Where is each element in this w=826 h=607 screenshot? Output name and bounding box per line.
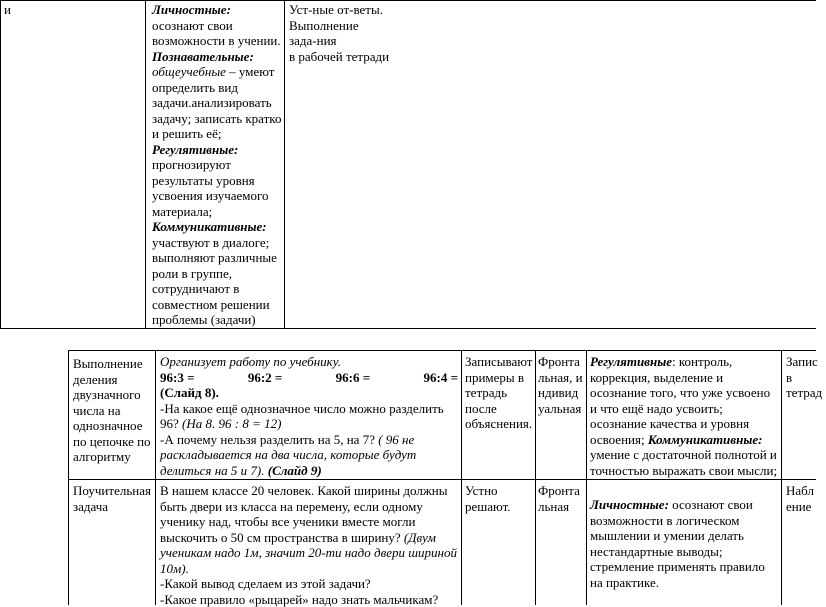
student-line-4: в рабочей тетради [289,49,489,65]
question-2 [160,432,458,479]
row1-reg-head: Регулятивные [590,354,672,369]
bottom-col-divider-1 [155,350,156,605]
row2-personal-text: осознают свои возможности в логическом мышлении и умении делать нестандартные выводы; стремление применять правило на практике. [590,497,765,590]
top-table-border-bottom [0,328,816,329]
row2-result [786,483,826,514]
student-line-1: Уст-ные от-веты. [289,2,489,18]
bottom-col-divider-0 [68,350,69,605]
question-2-answer: ( 96 не раскладывается на два числа, которые будут делиться на 5 и 7). [160,432,416,478]
eq-1: 96:3 = [160,370,195,386]
top-cell-uud [152,2,282,328]
uud-regulative-head: Регулятивные: [152,142,238,157]
row1-result [786,354,826,401]
uud-cognitive-italic: общеучебные [152,64,226,79]
row1-com-head: Коммуникативные: [648,432,763,447]
bottom-col-divider-3 [535,350,536,605]
uud-communicative-head: Коммуникативные: [152,219,267,234]
bottom-col-divider-2 [461,350,462,605]
uud-cognitive-text: – умеют определить вид задачи.анализировать задачу; записать кратко и решить её; [152,64,281,141]
slide-9: (Слайд 9) [265,463,322,478]
eq-3: 96:6 = [336,370,371,386]
question-1-text: -На какое ещё однозначное число можно разделить 96? [160,401,444,432]
row1-student [465,354,535,432]
uud-personal-head: Личностные: [152,2,231,17]
task-answer: (Двум ученикам надо 1м, значит 20-ти надо двери шириной 10м). [160,530,457,576]
row2-stage [73,483,155,514]
question-2-text: -А почему нельзя разделить на 5, на 7? [160,432,378,447]
bottom-table-row-divider [68,479,816,480]
row2-result-text: Набл ение [786,483,814,514]
top-stage-text: и [4,2,11,17]
top-table-divider-2 [284,0,285,329]
row1-uud [590,354,780,478]
uud-personal-text: осознают свои возможности в учении. [152,18,281,49]
task-body: В нашем классе 20 человек. Какой ширины должны быть двери из класса на перемену, если одному ученику над, чтобы все ученики вместе могли выскочить о 50 см пространства в ширину? [160,483,448,545]
equations-row [160,370,458,386]
teacher-line1: Организует работу по учебнику. [160,354,458,370]
row1-reg-text: : контроль, коррекция, выделение и осознание того, что уже усвоено и что ещё надо усвоить; осознание качества и уровня освоения; [590,354,770,447]
row2-uud [590,497,780,590]
student-line-3: зада-ния [289,33,489,49]
uud-cognitive-head: Познавательные: [152,49,254,64]
uud-regulative-text: прогнозируют результаты уровня усвоения изучаемого материала; [152,157,269,219]
row2-stage-text: Поучительная задача [73,483,151,514]
row2-student [465,483,535,514]
row2-form [538,483,584,514]
eq-4: 96:4 = [423,370,458,386]
top-cell-stage [4,2,142,18]
top-table-border-left [0,0,1,329]
top-cell-student [289,2,489,64]
bottom-table-border-top [68,350,816,351]
row2-form-text: Фронтальная [538,483,580,514]
row1-form [538,354,584,416]
bottom-col-divider-5 [781,350,782,605]
row2-student-text: Устно решают. [465,483,511,514]
bottom-col-divider-4 [586,350,587,605]
task-text [160,483,458,576]
row1-teacher [160,354,458,478]
row2-teacher [160,483,458,607]
slide-8: (Слайд 8). [160,385,458,401]
row1-stage [73,356,153,465]
student-line-2: Выполнение [289,18,489,34]
uud-communicative-text: участвуют в диалоге; выполняют различные роли в группе, сотрудничают в совместном решении проблемы (задачи) [152,235,277,328]
row1-student-text: Записывают примеры в тетрадь после объяснения. [465,354,533,431]
top-table-border-top [0,0,816,1]
question-1-answer: (На 8. 96 : 8 = 12) [182,416,281,431]
question-1 [160,401,458,432]
eq-2: 96:2 = [248,370,283,386]
task-question-1: -Какой вывод сделаем из этой задачи? [160,576,458,592]
top-table-divider-1 [145,0,146,329]
row1-stage-text: Выполнение деления двузначного числа на однозначное по цепочке по алгоритму [73,356,151,464]
row1-result-text: Запис в тетрад [786,354,822,400]
row1-form-text: Фронтальная, индивидуальная [538,354,583,416]
task-question-2: -Какое правило «рыцарей» надо знать мальчикам? [160,592,458,607]
row1-com-text: умение с достаточной полнотой и точностью выражать свои мысли; [590,447,777,478]
row2-personal-head: Личностные: [590,497,669,512]
